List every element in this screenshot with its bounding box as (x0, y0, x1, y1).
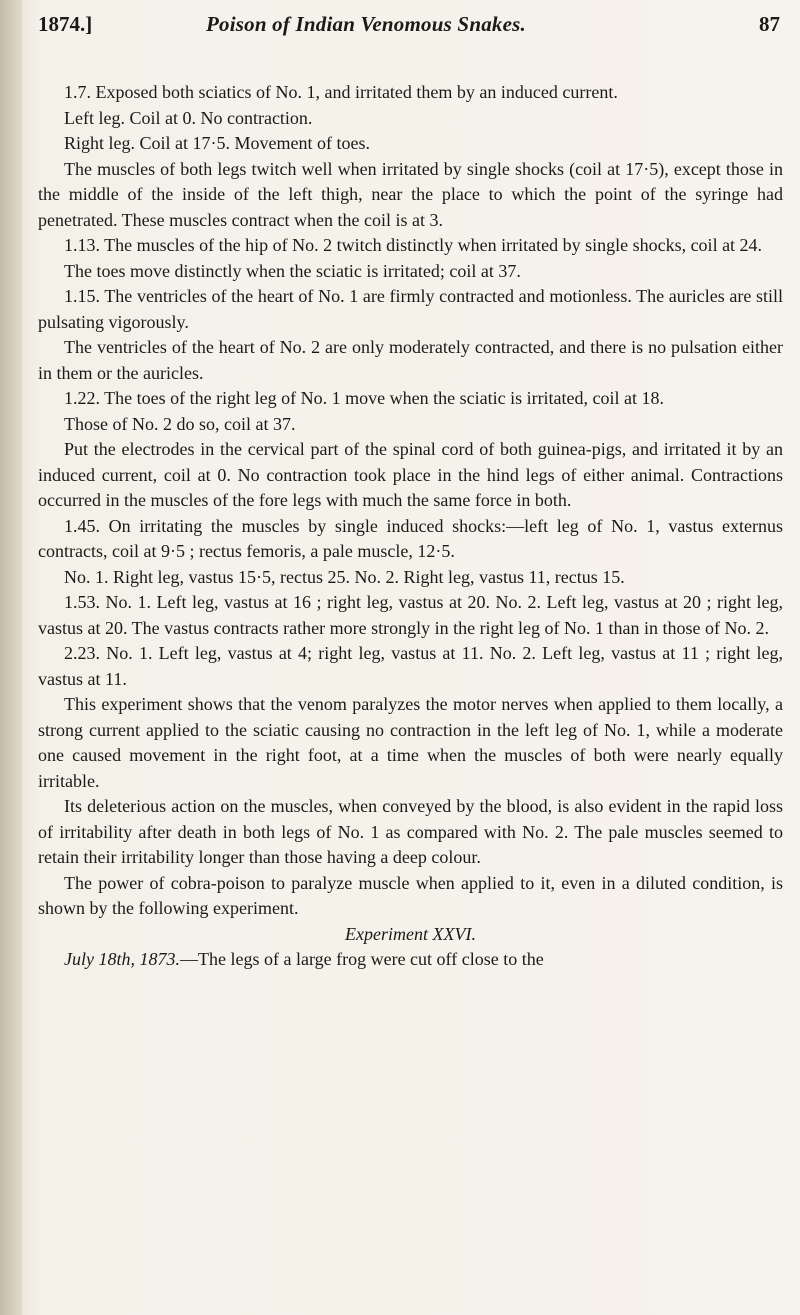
paragraph: Those of No. 2 do so, coil at 37. (64, 413, 296, 434)
paragraph: 1.22. The toes of the right leg of No. 1 move when the sciatic is irritated, coil at 18. (64, 388, 665, 408)
experiment-date: July 18th, 1873. (64, 949, 180, 969)
last-paragraph (38, 947, 783, 973)
paragraph: This experiment shows that the venom paralyzes the motor nerves when applied to them locally, a strong current applied to the sciatic causing no contraction in the left leg of No. 1, while a moderate one caused movement in the right foot, at a time when the muscles of both were nearly equally irritable. (38, 694, 783, 791)
last-paragraph-text: —The legs of a large frog were cut off close to the (179, 949, 544, 969)
paragraph: 2.23. No. 1. Left leg, vastus at 4; right leg, vastus at 11. No. 2. Left leg, vastus at 11 ; right leg, vastus at 11. (38, 643, 783, 689)
running-header (38, 12, 780, 42)
experiment-heading: Experiment XXVI. (345, 923, 476, 944)
paragraph: 1.53. No. 1. Left leg, vastus at 16 ; right leg, vastus at 20. No. 2. Left leg, vastus at 20 ; right leg, vastus at 20. The vastus contracts rather more strongly in the right leg of No. 1 than in those of No. 2. (38, 592, 783, 638)
paragraph: 1.45. On irritating the muscles by single induced shocks:—left leg of No. 1, vastus externus contracts, coil at 9·5 ; rectus femoris, a pale muscle, 12·5. (38, 515, 783, 561)
paragraph: 1.7. Exposed both sciatics of No. 1, and irritated them by an induced current. (64, 82, 618, 102)
paragraph: 1.15. The ventricles of the heart of No. 1 are firmly contracted and motionless. The auricles are still pulsating vigorously. (38, 286, 783, 332)
paragraph: The power of cobra-poison to paralyze muscle when applied to it, even in a diluted condition, is shown by the following experiment. (38, 872, 783, 918)
paragraph: The ventricles of the heart of No. 2 are only moderately contracted, and there is no pulsation either in them or the auricles. (38, 337, 783, 383)
paragraph: The toes move distinctly when the sciatic is irritated; coil at 37. (64, 260, 521, 281)
page-body (38, 80, 783, 973)
paragraph: Right leg. Coil at 17·5. Movement of toes. (64, 133, 370, 153)
paragraph: 1.13. The muscles of the hip of No. 2 twitch distinctly when irritated by single shocks, coil at 24. (64, 235, 763, 255)
header-title: Poison of Indian Venomous Snakes. (206, 12, 526, 36)
page-spine-shadow (0, 0, 22, 1315)
paragraph: The muscles of both legs twitch well when irritated by single shocks (coil at 17·5), except those in the middle of the inside of the left thigh, near the place to which the point of the syringe had penetrated. These muscles contract when the coil is at 3. (38, 158, 783, 230)
header-year: 1874.] (38, 12, 93, 36)
paragraph: No. 1. Right leg, vastus 15·5, rectus 25. No. 2. Right leg, vastus 11, rectus 15. (64, 566, 625, 587)
paragraph: Left leg. Coil at 0. No contraction. (64, 107, 313, 128)
page-number: 87 (759, 12, 780, 36)
paragraph: Put the electrodes in the cervical part of the spinal cord of both guinea-pigs, and irritated it by an induced current, coil at 0. No contraction took place in the hind legs of either animal. Contractions occurred in the muscles of the fore legs with much the same force in both. (38, 439, 783, 510)
paragraph: Its deleterious action on the muscles, when conveyed by the blood, is also evident in the rapid loss of irritability after death in both legs of No. 1 as compared with No. 2. The pale muscles seemed to retain their irritability longer than those having a deep colour. (38, 796, 783, 867)
